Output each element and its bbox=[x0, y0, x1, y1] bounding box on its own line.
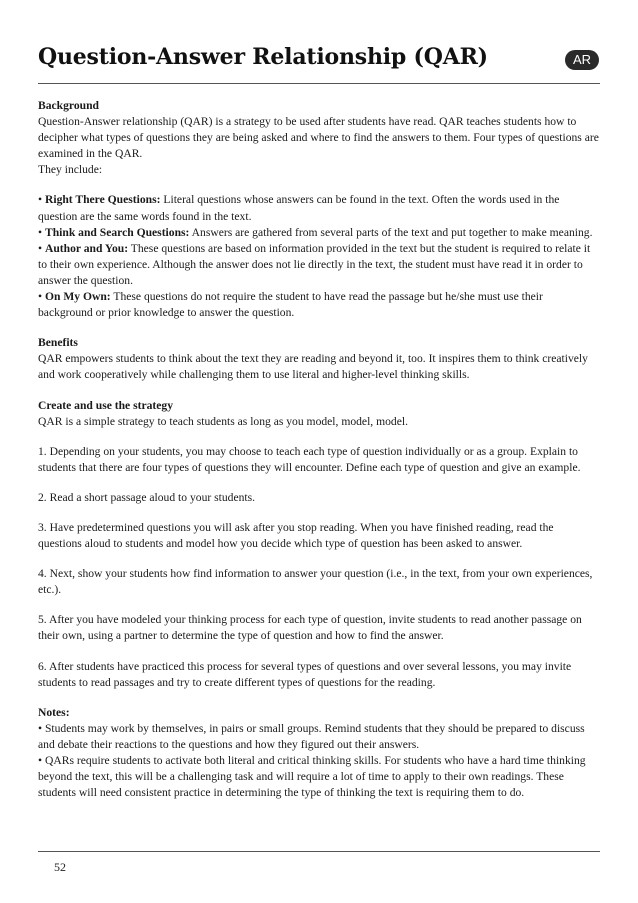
note-text: Students may work by themselves, in pairs or small groups. Remind students that they should be prepared to discuss and debate their reactions to the questions and how they figured out their answers. bbox=[38, 721, 585, 751]
strategy-step: 4. Next, show your students how find information to answer your question (i.e., in the text, from your own experiences, etc.). bbox=[38, 567, 593, 597]
background-section bbox=[38, 98, 600, 178]
strategy-heading: Create and use the strategy bbox=[38, 398, 174, 412]
strategy-intro: QAR is a simple strategy to teach students as long as you model, model, model. bbox=[38, 414, 408, 428]
strategy-section bbox=[38, 398, 600, 430]
question-type-term: On My Own: bbox=[44, 290, 111, 304]
background-include-label: They include: bbox=[38, 163, 103, 177]
benefits-heading: Benefits bbox=[38, 336, 78, 350]
question-type-description: These questions are based on information provided in the text but the student is required to relate it to their own experience. Although the answer does not lie directly in the text, the student must have read it in order to answer the question. bbox=[38, 241, 591, 287]
benefits-text: QAR empowers students to think about the text they are reading and beyond it, too. It inspires them to think creatively and work cooperatively while challenging them to use literal and higher-level thinking skills. bbox=[38, 352, 588, 382]
benefits-section bbox=[38, 335, 600, 383]
list-item: • On My Own: These questions do not require the student to have read the passage but he/she must use their background or prior knowledge to answer the question. bbox=[38, 290, 543, 320]
list-item: • Right There Questions: Literal questions whose answers can be found in the text. Often the words used in the question are the same words found in the text. bbox=[38, 193, 560, 223]
notes-heading: Notes: bbox=[38, 705, 70, 719]
list-item: • QARs require students to activate both literal and critical thinking skills. For students who have a hard time thinking beyond the text, this will be a challenging task and will require a lot of time to apply to their own readings. These students will need consistent practice in determining the type of thinking the text is requiring them to do. bbox=[38, 754, 586, 800]
background-heading: Background bbox=[38, 99, 99, 112]
list-item: • Students may work by themselves, in pairs or small groups. Remind students that they should be prepared to discuss and debate their reactions to the questions and how they figured out their answers. bbox=[38, 721, 585, 751]
strategy-step: 5. After you have modeled your thinking process for each type of question, invite students to read another passage on their own, using a partner to determine the type of question and how to find the answer. bbox=[38, 613, 582, 643]
page-number: 52 bbox=[54, 860, 66, 874]
background-intro: Question-Answer relationship (QAR) is a strategy to be used after students have read. QAR teaches students how to decipher what types of questions they are being asked and where to find the answers to them. Four types of questions are examined in the QAR. bbox=[38, 115, 599, 161]
question-type-description: These questions do not require the student to have read the passage but he/she must use their background or prior knowledge to answer the question. bbox=[38, 290, 543, 320]
question-types-list bbox=[38, 192, 600, 321]
question-type-term: Think and Search Questions: bbox=[44, 225, 190, 239]
note-text: QARs require students to activate both literal and critical thinking skills. For students who have a hard time thinking beyond the text, this will be a challenging task and will require a lot of time to apply to their own readings. These students will need consistent practice in determining the type of thinking the text is requiring them to do. bbox=[38, 754, 586, 800]
question-type-description: Answers are gathered from several parts of the text and put together to make meaning. bbox=[189, 225, 593, 239]
strategy-step: 3. Have predetermined questions you will ask after you stop reading. When you have finished reading, read the questions aloud to students and model how you decide which type of question has been asked to answer. bbox=[38, 520, 554, 551]
list-item: • Author and You: These questions are based on information provided in the text but the student is required to relate it to their own experience. Although the answer does not lie directly in the text, the student must have read it in order to answer the question. bbox=[38, 241, 591, 287]
notes-section bbox=[38, 705, 600, 802]
question-type-description: Literal questions whose answers can be found in the text. Often the words used in the question are the same words found in the text. bbox=[38, 193, 560, 223]
section-badge: AR bbox=[565, 50, 599, 70]
page-title: Question-Answer Relationship (QAR) bbox=[38, 44, 488, 70]
footer-divider bbox=[38, 851, 600, 852]
document-body bbox=[38, 98, 600, 815]
strategy-step: 2. Read a short passage aloud to your students. bbox=[38, 490, 256, 504]
header-divider bbox=[38, 83, 600, 84]
question-type-term: Right There Questions: bbox=[44, 193, 161, 207]
list-item: • Think and Search Questions: Answers are gathered from several parts of the text and put together to make meaning. bbox=[38, 225, 593, 239]
strategy-step: 6. After students have practiced this process for several types of questions and over several lessons, you may invite students to read passages and try to create different types of questions for the reading. bbox=[38, 659, 572, 689]
question-type-term: Author and You: bbox=[44, 241, 129, 255]
strategy-step: 1. Depending on your students, you may choose to teach each type of question individually or as a group. Explain to students that there are four types of questions they will encounter. Define each type of question and give an example. bbox=[38, 444, 581, 474]
